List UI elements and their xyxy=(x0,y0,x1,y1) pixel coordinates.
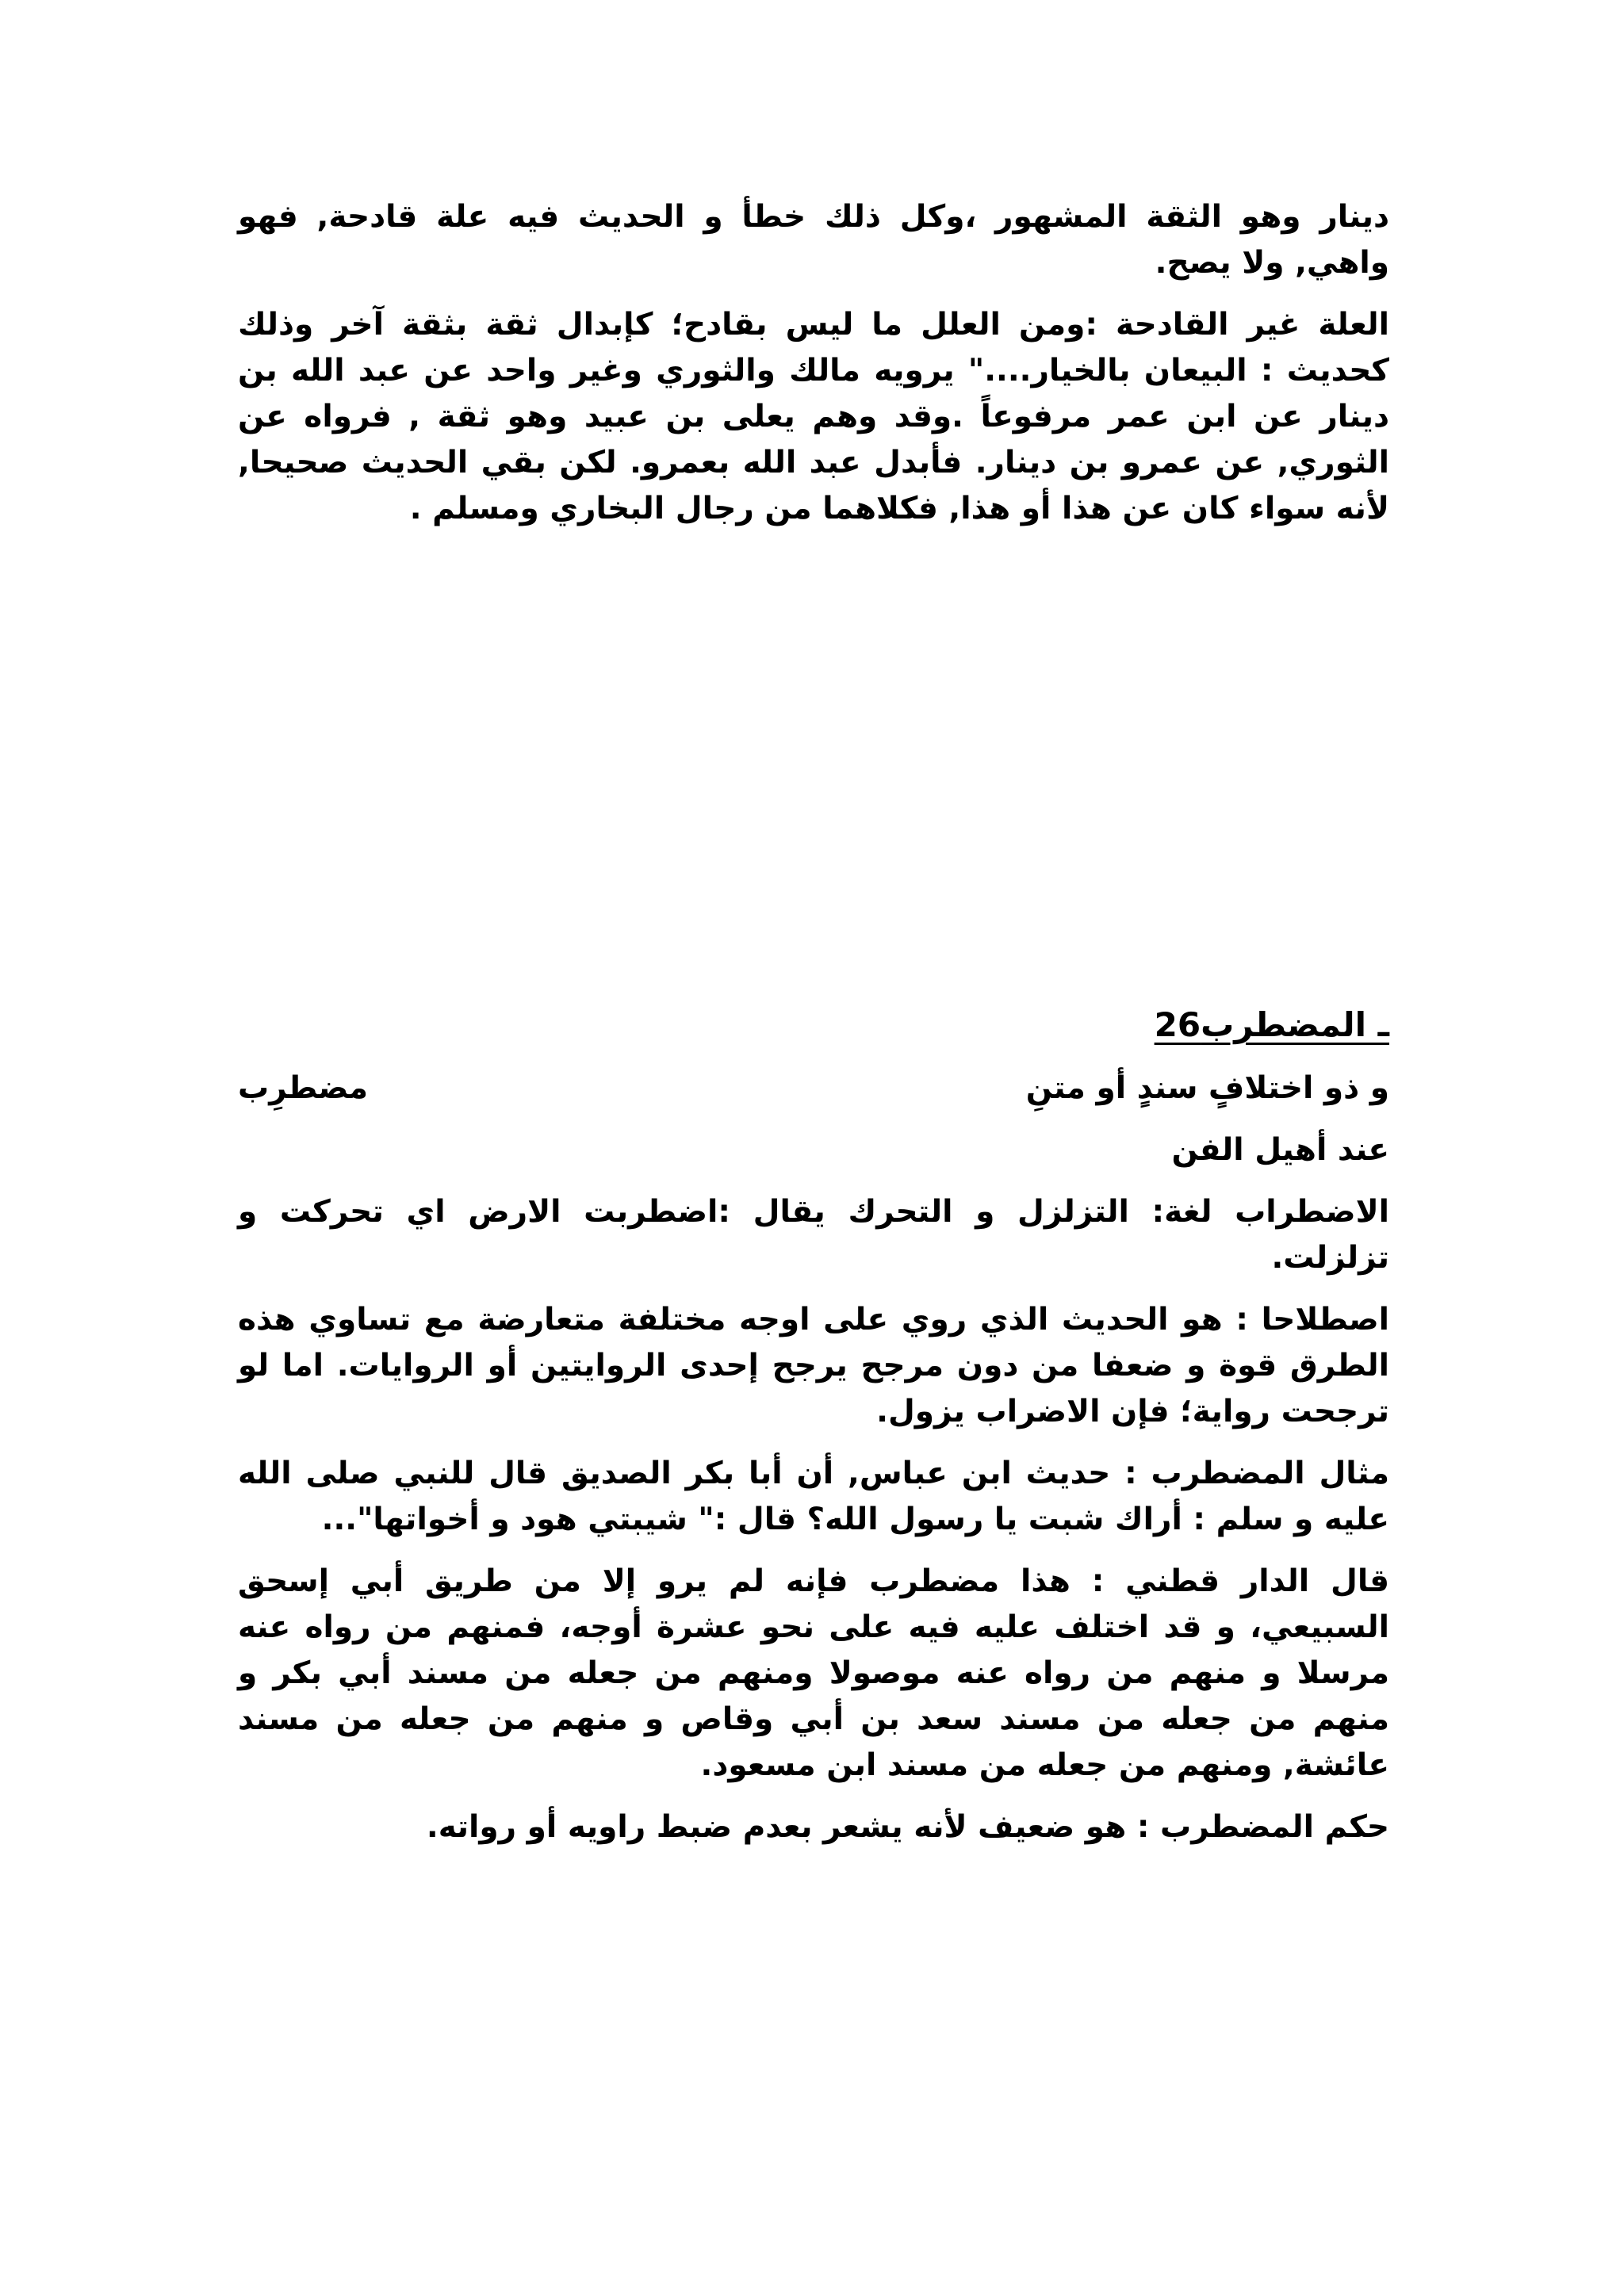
paragraph-example: مثال المضطرب : حديث ابن عباس, أن أبا بكر الصديق قال للنبي صلى الله عليه و سلم : أراك شبت يا رسول الله؟ قال :" شيبتي هود و أخواتها"... xyxy=(238,1456,1389,1537)
paragraph-illah-qadihah-end: دينار وهو الثقة المشهور ،وكل ذلك خطأ و الحديث فيه علة قادحة, فهو واهي, ولا يصح. xyxy=(238,199,1389,281)
verse-hemistich-left: مضطرِب xyxy=(238,1070,369,1106)
paragraph-technical-definition: اصطلاحا : هو الحديث الذي روي على اوجه مختلفة متعارضة مع تساوي هذه الطرق قوة و ضعفا من دون مرجح يرجح إحدى الروايتين أو الروايات. اما لو ترجحت رواية؛ فإن الاضراب يزول. xyxy=(238,1302,1389,1429)
section-heading xyxy=(238,1001,1389,1050)
verse-hemistich-right: و ذو اختلافٍ سندٍ أو متنِ xyxy=(1025,1070,1389,1106)
paragraph-daraqutni-quote: قال الدار قطني : هذا مضطرب فإنه لم يرو إلا من طريق أبي إسحق السبيعي، و قد اختلف عليه فيه على نحو عشرة أوجه، فمنهم من رواه عنه مرسلا و منهم من رواه عنه موصولا ومنهم من جعله من مسند أبي بكر و منهم من جعله من مسند سعد بن أبي وقاص و منهم من جعله من مسند عائشة, ومنهم من جعله من مسند ابن مسعود. xyxy=(238,1563,1389,1783)
paragraph-linguistic-definition: الاضطراب لغة: التزلزل و التحرك يقال :اضطربت الارض اي تحركت و تزلزلت. xyxy=(238,1194,1389,1276)
top-section xyxy=(238,194,1389,548)
verse-line-1 xyxy=(238,1066,1389,1112)
section-mudtarib xyxy=(238,1001,1389,1866)
paragraph-ruling: حكم المضطرب : هو ضعيف لأنه يشعر بعدم ضبط راويه أو رواته. xyxy=(426,1809,1389,1845)
paragraph-illah-ghayr-qadihah: العلة غير القادحة :ومن العلل ما ليس بقادح؛ كإبدال ثقة بثقة آخر وذلك كحديث : البيعان بالخيار...." يرويه مالك والثوري وغير واحد عن عبد الله بن دينار عن ابن عمر مرفوعاً .وقد وهم يعلى بن عبيد وهو ثقة , فرواه عن الثوري, عن عمرو بن دينار. فأبدل عبد الله بعمرو. لكن بقي الحديث صحيحا, لأنه سواء كان عن هذا أو هذا, فكلاهما من رجال البخاري ومسلم . xyxy=(238,307,1389,526)
verse-line-2: عند أهيل الفن xyxy=(1171,1132,1389,1168)
section-heading-text: ـ المضطرب26 xyxy=(1154,1005,1389,1044)
verse-block xyxy=(238,1066,1389,1173)
